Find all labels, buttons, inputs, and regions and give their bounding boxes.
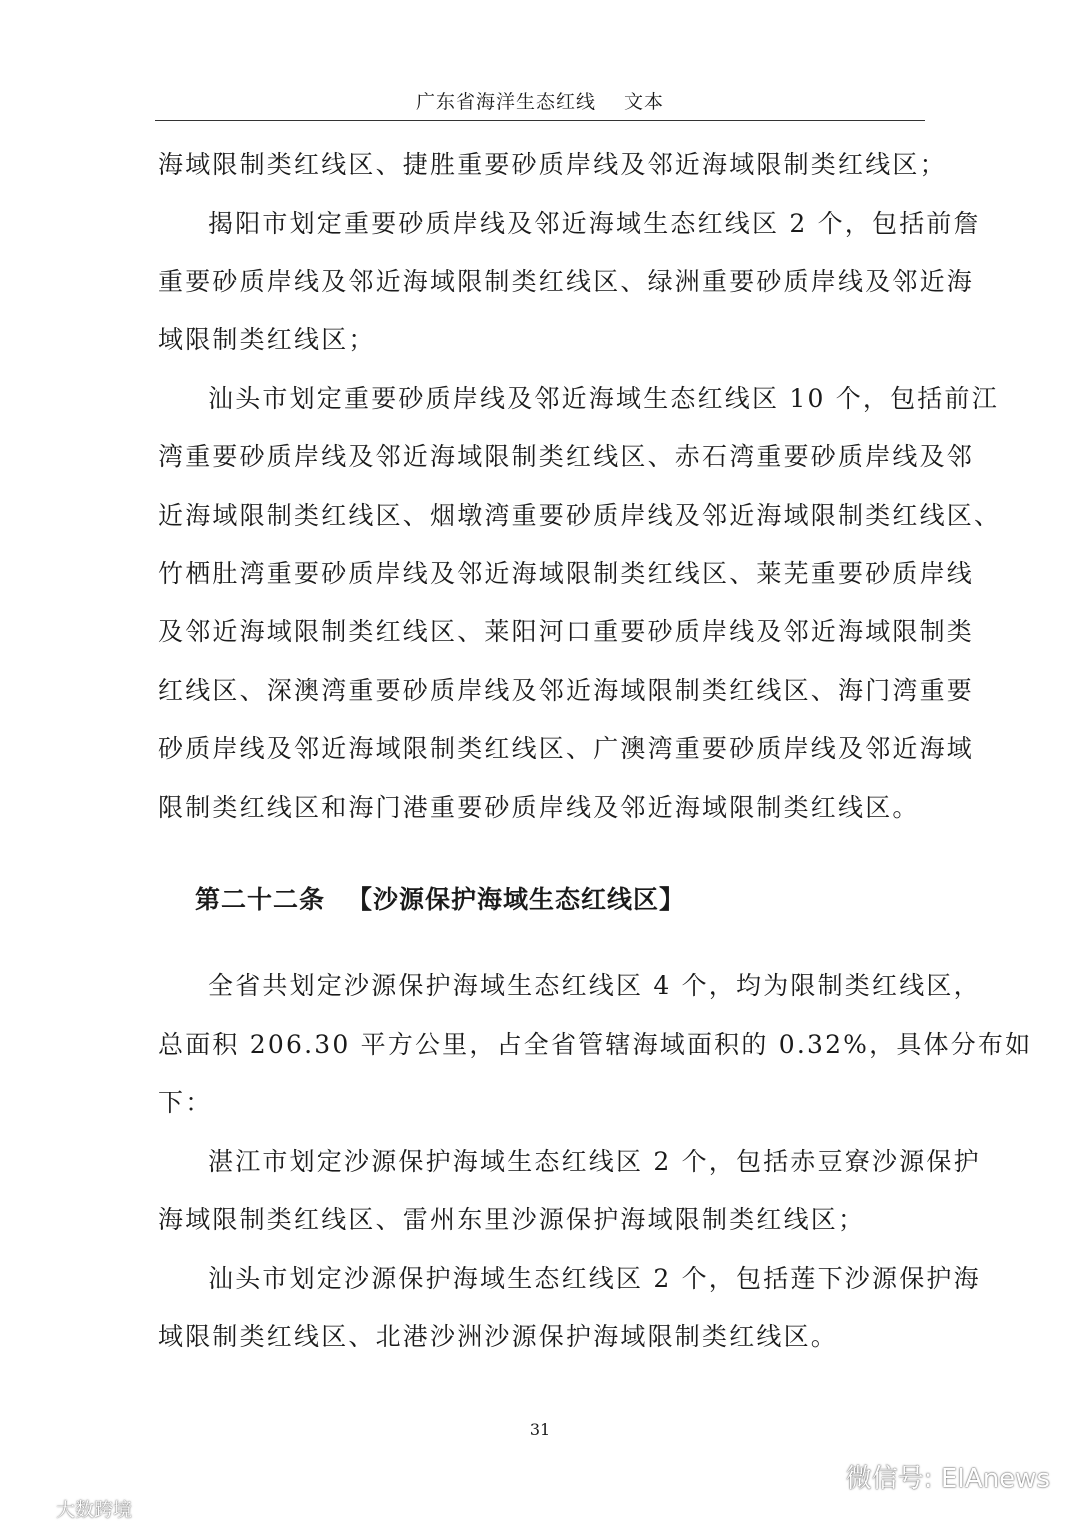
body-line: 湾重要砂质岸线及邻近海域限制类红线区、赤石湾重要砂质岸线及邻 — [158, 442, 975, 471]
article-line: 湛江市划定沙源保护海域生态红线区 2 个，包括赤豆寮沙源保护 — [208, 1147, 981, 1176]
body-line: 砂质岸线及邻近海域限制类红线区、广澳湾重要砂质岸线及邻近海域 — [158, 734, 975, 763]
watermark-right-text: 微信号: EIAnews — [845, 1463, 1050, 1494]
article-number: 第二十二条 — [195, 885, 326, 914]
watermark-left-text: 大数跨境 — [56, 1498, 133, 1521]
body-line: 限制类红线区和海门港重要砂质岸线及邻近海域限制类红线区。 — [158, 793, 920, 822]
article-line: 总面积 206.30 平方公里，占全省管辖海域面积的 0.32%，具体分布如 — [158, 1030, 1033, 1059]
article-line: 下： — [158, 1088, 213, 1117]
body-line: 红线区、深澳湾重要砂质岸线及邻近海域限制类红线区、海门湾重要 — [158, 676, 975, 705]
body-line: 域限制类红线区； — [158, 325, 376, 354]
page-number: 31 — [529, 1420, 551, 1439]
body-line: 海域限制类红线区、捷胜重要砂质岸线及邻近海域限制类红线区； — [158, 150, 947, 179]
weibo-icon — [6, 1494, 50, 1523]
body-line: 近海域限制类红线区、烟墩湾重要砂质岸线及邻近海域限制类红线区、 — [158, 501, 1002, 530]
watermark-left — [6, 1494, 132, 1522]
body-line: 揭阳市划定重要砂质岸线及邻近海域生态红线区 2 个，包括前詹 — [208, 209, 981, 238]
body-line: 重要砂质岸线及邻近海域限制类红线区、绿洲重要砂质岸线及邻近海 — [158, 267, 975, 296]
article-line: 汕头市划定沙源保护海域生态红线区 2 个，包括莲下沙源保护海 — [208, 1264, 981, 1293]
article-heading — [195, 884, 685, 916]
body-line: 竹栖肚湾重要砂质岸线及邻近海域限制类红线区、莱芜重要砂质岸线 — [158, 559, 975, 588]
header-subtitle: 文本 — [624, 91, 665, 113]
body-line: 汕头市划定重要砂质岸线及邻近海域生态红线区 10 个，包括前江 — [208, 384, 999, 413]
header-title: 广东省海洋生态红线 — [415, 91, 596, 113]
page-header — [155, 88, 925, 121]
body-line: 及邻近海域限制类红线区、莱阳河口重要砂质岸线及邻近海域限制类 — [158, 617, 975, 646]
article-line: 海域限制类红线区、雷州东里沙源保护海域限制类红线区； — [158, 1205, 866, 1234]
article-line: 全省共划定沙源保护海域生态红线区 4 个，均为限制类红线区， — [208, 971, 981, 1000]
article-line: 域限制类红线区、北港沙洲沙源保护海域限制类红线区。 — [158, 1322, 839, 1351]
article-title: 【沙源保护海域生态红线区】 — [347, 885, 686, 914]
wechat-icon — [802, 1458, 838, 1495]
watermark-right — [802, 1456, 1050, 1496]
